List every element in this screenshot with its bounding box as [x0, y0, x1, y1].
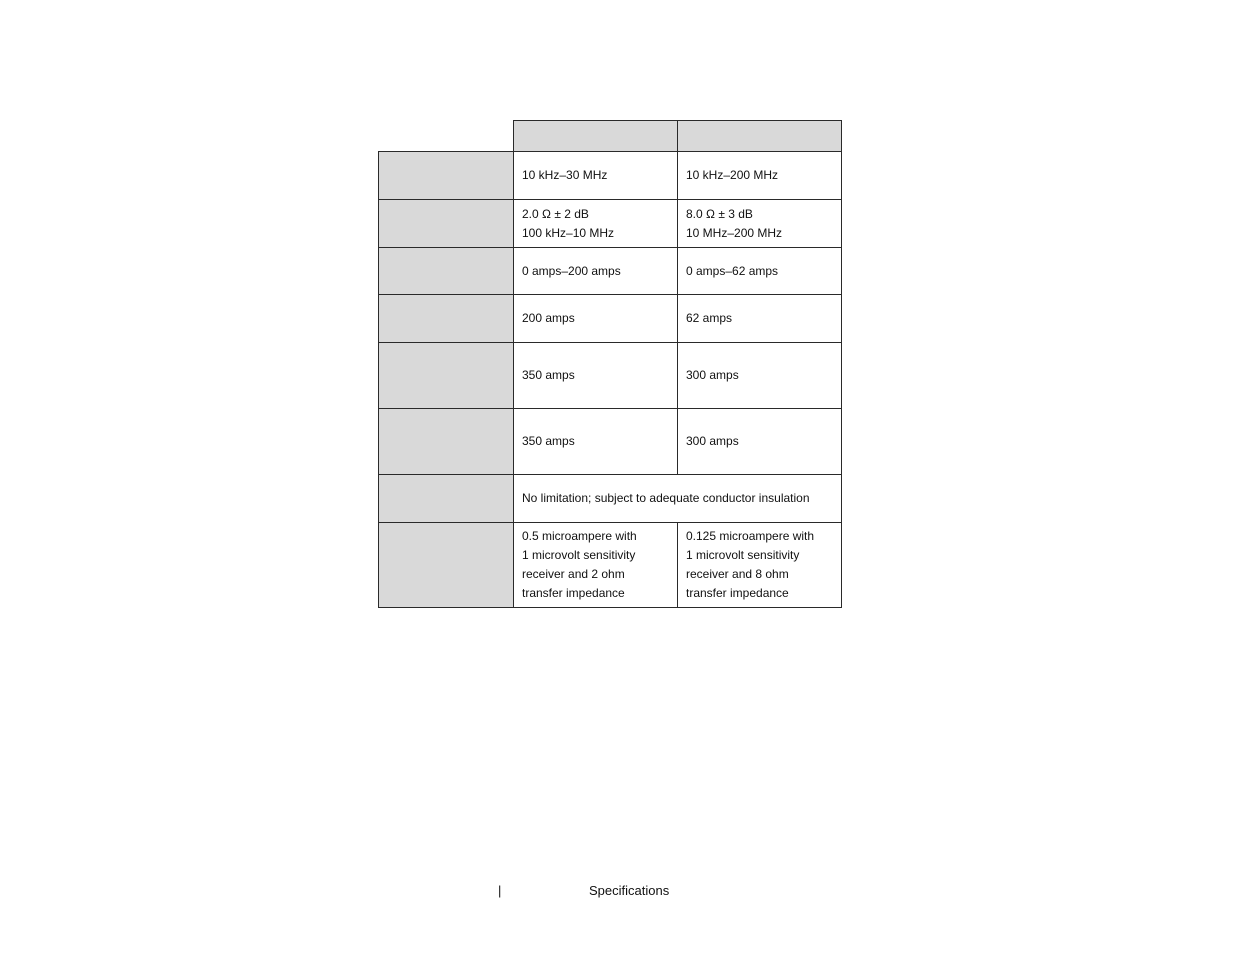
- cell-text: 10 kHz–200 MHz: [686, 168, 779, 182]
- row-header: [379, 200, 514, 248]
- table-row: [379, 152, 842, 200]
- value-cell-a: [514, 152, 678, 200]
- cell-text: 0 amps–62 amps: [686, 263, 779, 278]
- table-row: [379, 409, 842, 475]
- cell-text: 8.0 Ω ± 3 dB: [686, 206, 753, 221]
- cell-text: 100 kHz–10 MHz: [522, 225, 615, 240]
- table-header-row: [379, 121, 842, 152]
- cell-text: 62 amps: [686, 311, 733, 325]
- cell-text: 200 amps: [522, 311, 575, 325]
- cell-text: No limitation; subject to adequate conductor insulation: [522, 491, 810, 505]
- cell-text: 1 microvolt sensitivity: [522, 548, 636, 562]
- row-header: [379, 475, 514, 523]
- cell-text: receiver and 8 ohm: [686, 567, 789, 581]
- table-row: [379, 475, 842, 523]
- cell-text: 300 amps: [686, 434, 739, 448]
- row-header: [379, 248, 514, 295]
- cell-text: receiver and 2 ohm: [522, 567, 625, 581]
- cell-text: 1 microvolt sensitivity: [686, 548, 800, 562]
- value-cell-a: [514, 409, 678, 475]
- cell-text: transfer impedance: [686, 586, 789, 600]
- column-header-a: [514, 121, 678, 152]
- value-cell-a: [514, 523, 678, 608]
- specifications-table: [378, 120, 842, 608]
- row-header: [379, 523, 514, 608]
- table-row: [379, 523, 842, 608]
- table-row: [379, 248, 842, 295]
- table-corner-cell: [379, 121, 514, 152]
- table-row: [379, 295, 842, 343]
- table-row: [379, 343, 842, 409]
- value-cell-b: [678, 248, 842, 295]
- table-row: [379, 200, 842, 248]
- column-header-b: [678, 121, 842, 152]
- row-header: [379, 152, 514, 200]
- value-cell-b: [678, 295, 842, 343]
- value-cell-b: [678, 523, 842, 608]
- merged-value-cell: [514, 475, 842, 523]
- value-cell-a: [514, 200, 678, 248]
- row-header: [379, 343, 514, 409]
- cell-text: 10 MHz–200 MHz: [686, 225, 783, 240]
- value-cell-a: [514, 343, 678, 409]
- value-cell-b: [678, 409, 842, 475]
- cell-text: 0.125 microampere with: [686, 529, 815, 543]
- value-cell-b: [678, 343, 842, 409]
- cell-text: 0 amps–200 amps: [522, 263, 621, 278]
- value-cell-b: [678, 200, 842, 248]
- cell-text: 300 amps: [686, 368, 739, 382]
- cell-text: 10 kHz–30 MHz: [522, 168, 608, 182]
- value-cell-a: [514, 248, 678, 295]
- cell-text: 2.0 Ω ± 2 dB: [522, 206, 589, 221]
- cell-text: transfer impedance: [522, 586, 625, 600]
- value-cell-a: [514, 295, 678, 343]
- value-cell-b: [678, 152, 842, 200]
- footer-separator: |: [498, 883, 502, 898]
- footer-section-title: Specifications: [589, 883, 670, 898]
- cell-text: 350 amps: [522, 434, 575, 448]
- cell-text: 0.5 microampere with: [522, 529, 637, 543]
- row-header: [379, 295, 514, 343]
- row-header: [379, 409, 514, 475]
- cell-text: 350 amps: [522, 368, 575, 382]
